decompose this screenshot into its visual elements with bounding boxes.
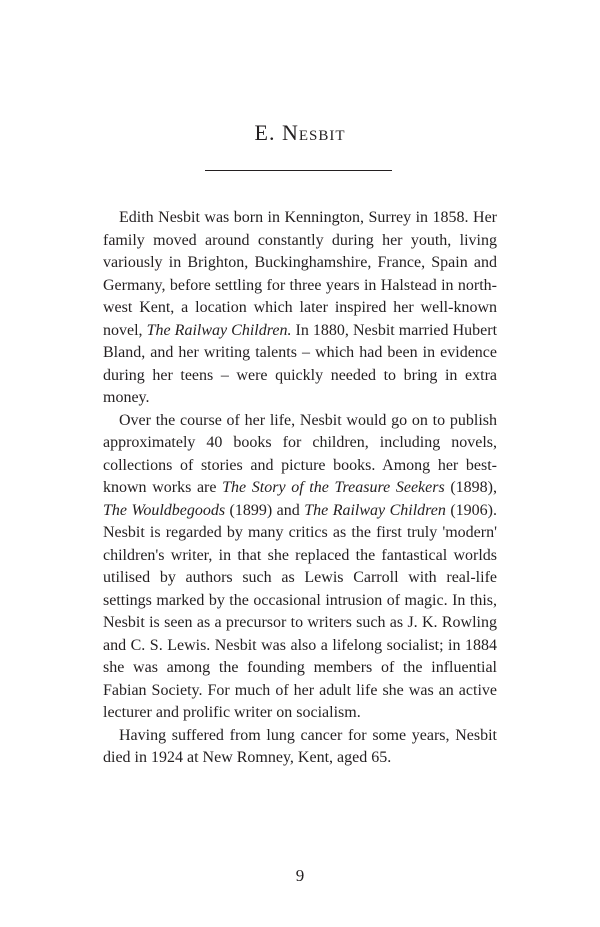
title-divider — [205, 170, 392, 171]
body-paragraph — [103, 207, 497, 410]
paragraph-text: (1898), — [444, 479, 498, 496]
paragraph-text: Having suffered from lung cancer for some years, Nesbit died in 1924 at New Romney, Kent, aged 65. — [103, 726, 497, 766]
book-title-text: The Wouldbegoods — [103, 501, 226, 519]
book-title-text: The Railway Children. — [146, 321, 292, 339]
body-paragraph — [103, 725, 497, 770]
page-number: 9 — [295, 866, 305, 885]
chapter-title: E. Nesbit — [254, 120, 346, 145]
paragraph-text: (1906). Nesbit is regarded by many critics as the first truly 'modern' children's writer, in that she replaced the fantastical worlds utilised by authors such as Lewis Carroll with real-life settings marked by the occasional intrusion of magic. In this, Nesbit is seen as a precursor to writers such as J. K. Rowling and C. S. Lewis. Nesbit was also a lifelong socialist; in 1884 she was among the founding members of the influential Fabian Society. For much of her adult life she was an active lecturer and prolific writer on socialism. — [103, 501, 498, 721]
paragraph-text: Edith Nesbit was born in Kennington, Surrey in 1858. Her family moved around constantly during her youth, living variously in Brighton, Buckinghamshire, France, Spain and Germany, before settling for three years in Halstead in north-west Kent, a location which later inspired her well-known novel, — [103, 209, 497, 339]
book-title-text: The Railway Children — [304, 501, 446, 519]
paragraph-text: Over the course of her life, Nesbit would go on to publish approximately 40 books for children, including novels, collections of stories and picture books. Among her best-known works are — [103, 411, 497, 496]
body-paragraph — [103, 410, 497, 725]
book-title-text: The Story of the Treasure Seekers — [222, 479, 445, 496]
paragraph-text: In 1880, Nesbit married Hubert Bland, and her writing talents – which had been in evidence during her teens – were quickly needed to bring in extra money. — [103, 321, 498, 406]
paragraph-text: (1899) and — [225, 501, 305, 519]
body-text — [103, 207, 497, 770]
